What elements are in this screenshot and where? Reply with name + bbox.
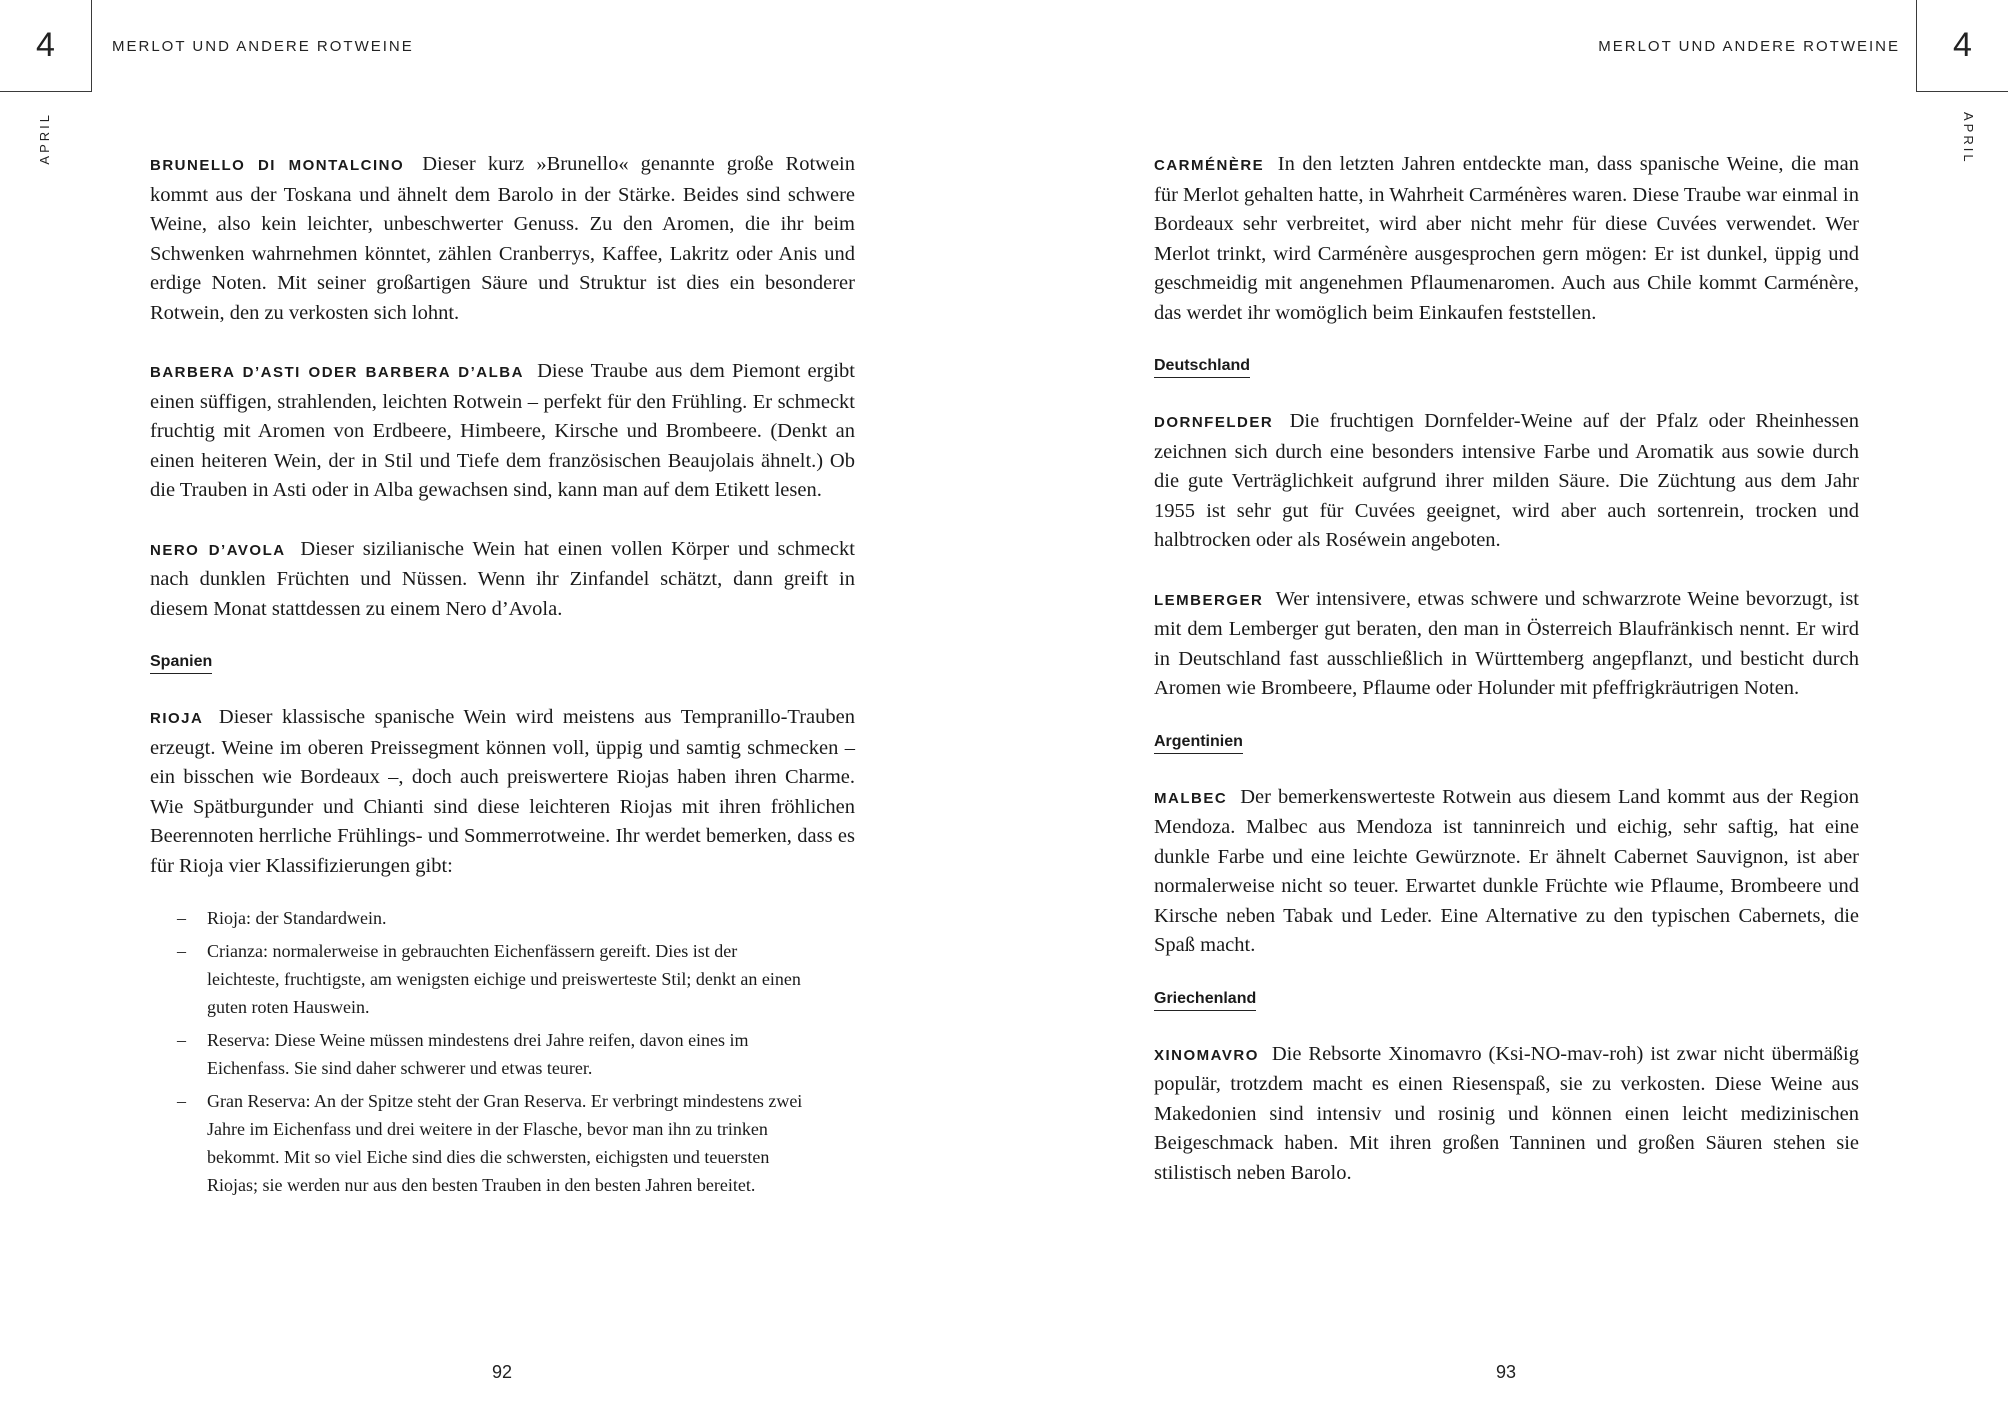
left-content [150,150,855,1204]
running-head: MERLOT UND ANDERE ROTWEINE [112,38,414,55]
entry-nero-davola [150,535,855,625]
rioja-classification-list [150,904,810,1199]
entry-term: CARMÉNÈRE [1154,157,1265,174]
entry-carmenere [1154,150,1859,328]
entry-rioja [150,703,855,881]
entry-xinomavro [1154,1040,1859,1189]
entry-term: MALBEC [1154,789,1228,807]
entry-text: In den letzten Jahren entdeckte man, dass spanische Weine, die man für Merlot gehalten hatte, in Wahrheit Carménères waren. Diese Traube war einmal in Bordeaux sehr verbreitet, wird aber nicht mehr für diese Cuvées verwendet. Wer Merlot trinkt, wird Carménère ausgesprochen gern mögen: Er ist dunkel, üppig und geschmeidig mit angenehmen Pflaumenaromen. Auch aus Chile kommt Carménère, das werdet ihr womöglich beim Einkaufen feststellen. [1154,153,1860,324]
list-item: – Reserva: Diese Weine müssen mindestens drei Jahre reifen, davon eines im Eichenfass. Sie sind daher schwerer und etwas teurer. [177,1030,749,1078]
entry-term: RIOJA [150,710,204,727]
section-heading-greece: Griechenland [1154,990,1859,1008]
right-content [1154,150,1859,1217]
chapter-number: 4 [36,26,55,64]
section-heading-argentina: Argentinien [1154,733,1859,751]
entry-text: Dieser sizilianische Wein hat einen vollen Körper und schmeckt nach dunklen Früchten und Nüssen. Wenn ihr Zinfandel schätzt, dann greift in diesem Monat stattdessen zu einem Nero d’Avola. [150,537,855,620]
chapter-number: 4 [1953,26,1972,64]
page-number: 92 [492,1362,513,1382]
month-label: APRIL [37,112,52,165]
entry-text: Wer intensivere, etwas schwere und schwarzrote Weine bevorzugt, ist mit dem Lemberger gut beraten, den man in Österreich Blaufränkisch nennt. Er wird in Deutschland fast ausschließlich in Württemberg angepflanzt, und besticht durch Aromen wie Brombeere, Pflaume oder Holunder mit pfeffrigkräutrigen Noten. [1154,587,1859,699]
entry-barbera [150,357,855,506]
entry-text: Die Rebsorte Xinomavro (Ksi-NO-mav-roh) ist zwar nicht übermäßig populär, trotzdem macht es einen Riesenspaß, sie zu verkosten. Diese Weine aus Makedonien sind intensiv und rosinig und können einen leicht medizinischen Beigeschmack haben. Mit ihren großen Tanninen und großen Säuren stehen sie stilistisch neben Barolo. [1154,1042,1859,1184]
entry-text: Dieser kurz »Brunello« genannte große Rotwein kommt aus der Toskana und ähnelt dem Barolo in der Stärke. Beides sind schwere Weine, also kein leichter, unbeschwerter Genuss. Zu den Aromen, die ihr beim Schwenken wahrnehmen könntet, zählen Cranberrys, Kaffee, Lakritz oder Anis und erdige Noten. Mit seiner großartigen Säure und Struktur ist dies ein besonderer Rotwein, den zu verkosten sich lohnt. [150,153,855,324]
page-number: 93 [1496,1362,1517,1382]
list-item: – Rioja: der Standardwein. [177,908,387,928]
entry-term: XINOMAVRO [1154,1046,1259,1064]
chapter-number-box [1916,0,2008,92]
list-item: – Gran Reserva: An der Spitze steht der Gran Reserva. Er verbringt mindestens zwei Jahre im Eichenfass und drei weitere in der Flasche, bevor man ihn zu trinken bekommt. Mit so viel Eiche sind dies die schwersten, eichigsten und teuersten Riojas; sie werden nur aus den besten Trauben in den besten Jahren bereitet. [177,1091,803,1195]
list-item: – Crianza: normalerweise in gebrauchten Eichenfässern gereift. Dies ist der leichteste, fruchtigste, am wenigsten eichige und preiswerteste Stil; denkt an einen guten roten Hauswein. [177,941,801,1017]
section-heading-spain: Spanien [150,653,855,671]
entry-text: Dieser klassische spanische Wein wird meistens aus Tempranillo-Trauben erzeugt. Weine im oberen Preissegment können voll, üppig und samtig schmecken – ein bisschen wie Bordeaux –, doch auch preiswertere Riojas haben ihren Charme. Wie Spätburgunder und Chianti sind diese leichteren Riojas mit ihren fröhlichen Beerennoten herrliche Frühlings- und Sommerrotweine. Ihr werdet bemerken, dass es für Rioja vier Klassifizierungen gibt: [150,706,855,877]
entry-text: Die fruchtigen Dornfelder-Weine auf der Pfalz oder Rheinhessen zeichnen sich durch eine besonders intensive Farbe und Aromatik aus sowie durch die gute Verträglichkeit aufgrund ihrer milden Säure. Die Züchtung aus dem Jahr 1955 ist sehr gut für Cuvées geeignet, wird aber auch sortenrein, trocken und halbtrocken oder als Roséwein angeboten. [1154,410,1860,551]
section-heading-germany: Deutschland [1154,357,1859,375]
entry-text: Der bemerkenswerteste Rotwein aus diesem Land kommt aus der Region Mendoza. Malbec aus Mendoza ist tanninreich und eichig, sehr saftig, hat eine dunkle Farbe und eine leichte Gewürznote. Er ähnelt Cabernet Sauvignon, ist aber normalerweise nicht so teuer. Erwartet dunkle Früchte wie Pflaume, Brombeere und Kirsche neben Tabak und Leder. Eine Alternative zu den typischen Cabernets, die Spaß macht. [1154,785,1859,956]
entry-text: Diese Traube aus dem Piemont ergibt einen süffigen, strahlenden, leichten Rotwein – perfekt für den Frühling. Er schmeckt fruchtig mit Aromen von Erdbeere, Himbeere, Kirsche und Brombeere. (Denkt an einen heiteren Wein, der in Stil und Tiefe dem französischen Beaujolais ähnelt.) Ob die Trauben in Asti oder in Alba gewachsen sind, kann man auf dem Etikett lesen. [150,360,855,501]
entry-term: BRUNELLO DI MONTALCINO [150,157,405,174]
month-label: APRIL [1961,112,1976,165]
entry-lemberger [1154,585,1859,704]
entry-term: LEMBERGER [1154,591,1264,609]
entry-term: NERO D’AVOLA [150,541,286,559]
chapter-number-box [0,0,92,92]
entry-brunello [150,150,855,328]
entry-term: DORNFELDER [1154,414,1274,431]
entry-term: BARBERA D’ASTI ODER BARBERA D’ALBA [150,364,524,381]
entry-malbec [1154,783,1859,961]
running-head: MERLOT UND ANDERE ROTWEINE [1598,38,1900,55]
right-page [1004,0,2008,1417]
entry-dornfelder [1154,407,1859,556]
